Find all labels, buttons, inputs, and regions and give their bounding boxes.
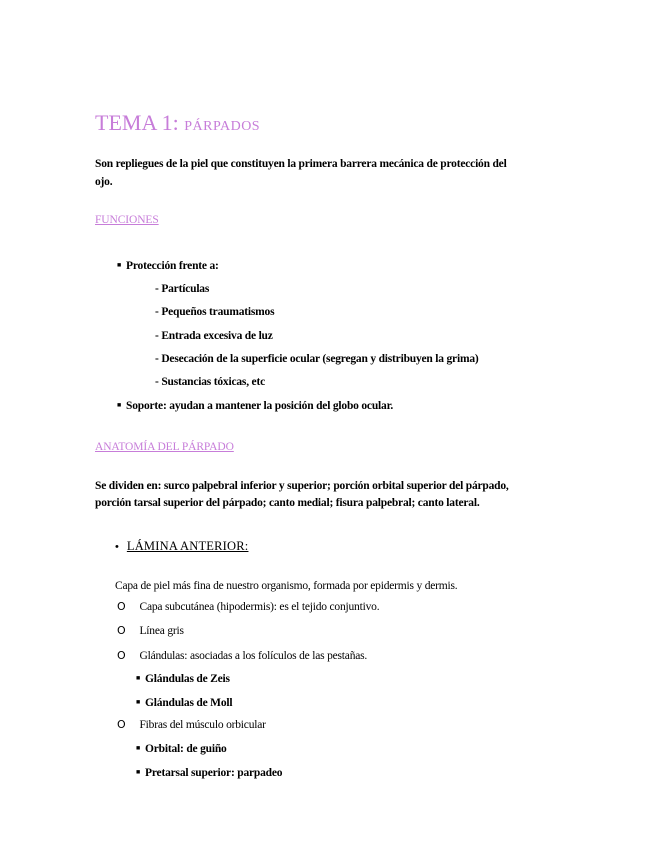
anatomia-line-1: Se dividen en: surco palpebral inferior y superior; porción orbital superior del párpado,: [95, 480, 509, 492]
anatomia-heading[interactable]: ANATOMÍA DEL PÁRPADO: [95, 441, 234, 453]
funcion-subitem: - Partículas: [155, 283, 209, 295]
intro-line-1: Son repliegues de la piel que constituyen la primera barrera mecánica de protección del: [95, 158, 507, 170]
intro-line-2: ojo.: [95, 176, 113, 188]
glandula-subitem: ■ Glándulas de Moll: [136, 697, 232, 709]
fibra-subitem: ■ Pretarsal superior: parpadeo: [136, 767, 282, 779]
title-sub: PÁRPADOS: [184, 119, 261, 134]
soporte-item: ■ Soporte: ayudan a mantener la posición del globo ocular.: [117, 400, 393, 412]
circle-bullet-icon: O: [117, 624, 126, 637]
funcion-subitem: - Entrada excesiva de luz: [155, 330, 273, 342]
lamina-item: [117, 718, 266, 731]
lamina-item-text: Fibras del músculo orbicular: [139, 719, 266, 731]
glandula-subitem: ■ Glándulas de Zeis: [136, 673, 230, 685]
fibra-subitem: ■ Orbital: de guiño: [136, 743, 227, 755]
bullet-icon: •: [115, 541, 119, 553]
proteccion-item: ■ Protección frente a:: [117, 260, 219, 272]
funcion-subitem: - Pequeños traumatismos: [155, 306, 274, 318]
circle-bullet-icon: O: [117, 718, 126, 731]
lamina-item: [117, 649, 367, 662]
title-main: TEMA 1:: [95, 110, 179, 135]
lamina-description: Capa de piel más fina de nuestro organismo, formada por epidermis y dermis.: [115, 580, 458, 592]
page-title: [95, 110, 260, 136]
lamina-item-text: Glándulas: asociadas a los folículos de las pestañas.: [139, 650, 368, 662]
anatomia-line-2: porción tarsal superior del párpado; canto medial; fisura palpebral; canto lateral.: [95, 497, 480, 509]
funcion-subitem: - Sustancias tóxicas, etc: [155, 376, 265, 388]
lamina-heading-row: [115, 537, 248, 555]
lamina-item: [117, 600, 379, 613]
funciones-heading[interactable]: FUNCIONES: [95, 214, 159, 226]
lamina-heading: LÁMINA ANTERIOR:: [126, 539, 249, 553]
circle-bullet-icon: O: [117, 600, 126, 613]
lamina-item-text: Línea gris: [139, 625, 184, 637]
circle-bullet-icon: O: [117, 649, 126, 662]
funcion-subitem: - Desecación de la superficie ocular (segregan y distribuyen la grima): [155, 353, 479, 365]
lamina-item: [117, 624, 184, 637]
lamina-item-text: Capa subcutánea (hipodermis): es el tejido conjuntivo.: [139, 601, 380, 613]
